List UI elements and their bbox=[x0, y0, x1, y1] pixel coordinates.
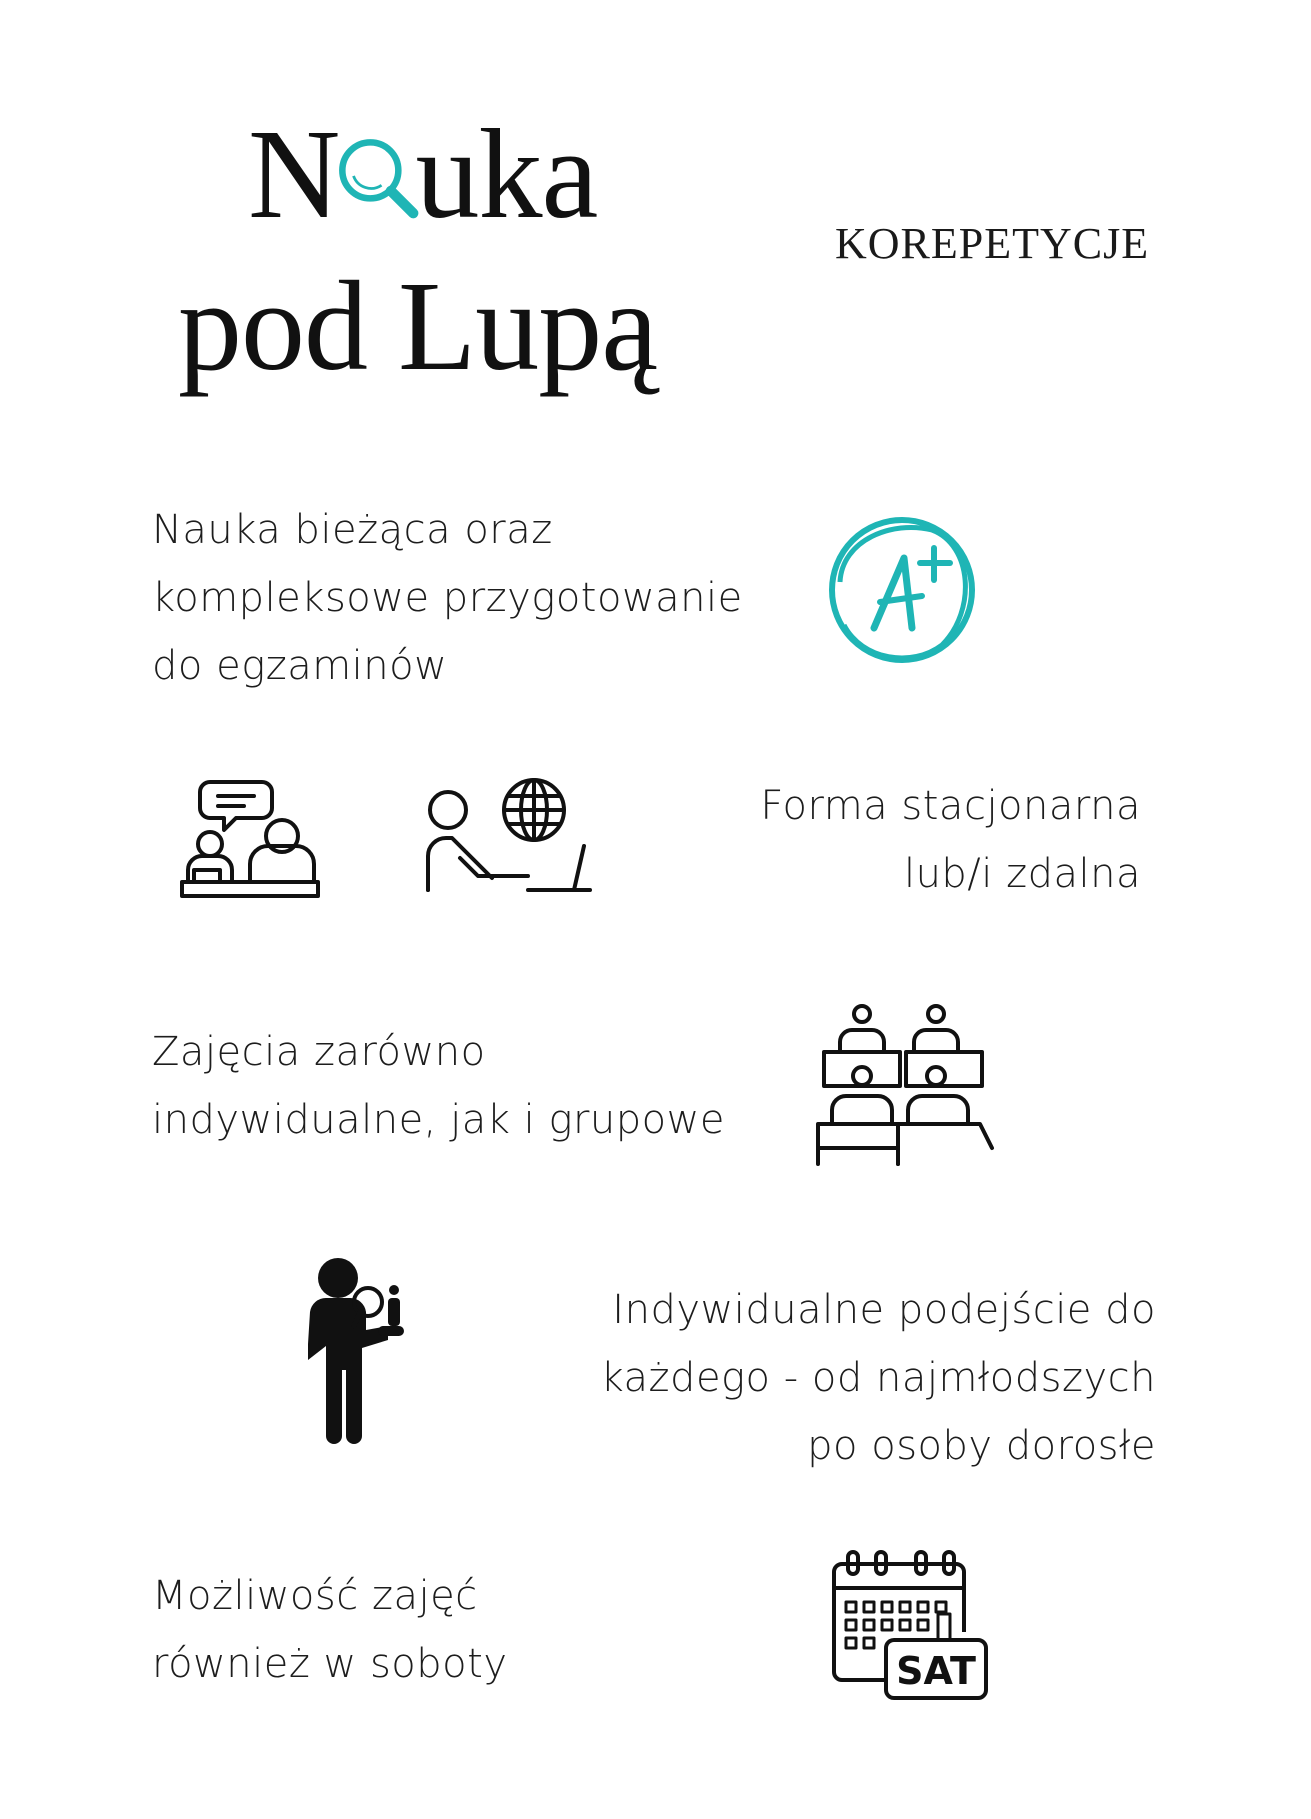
feature-line: Możliwość zajęć bbox=[152, 1573, 478, 1619]
feature-line: do egzaminów bbox=[152, 643, 448, 689]
feature-exam-prep bbox=[152, 496, 743, 700]
feature-line: kompleksowe przygotowanie bbox=[152, 575, 743, 621]
stationary-lesson-icon bbox=[180, 772, 320, 902]
feature-individual-approach bbox=[601, 1276, 1156, 1480]
feature-line: każdego - od najmłodszych bbox=[600, 1355, 1156, 1401]
feature-line: Indywidualne podejście do bbox=[612, 1287, 1156, 1333]
grade-a-plus-icon bbox=[822, 510, 982, 670]
feature-saturday bbox=[152, 1562, 508, 1698]
online-lesson-icon bbox=[424, 772, 594, 902]
feature-group-individual bbox=[152, 1018, 725, 1154]
magnifier-logo-icon bbox=[333, 133, 417, 217]
feature-line: po osoby dorosłe bbox=[807, 1423, 1156, 1469]
logo-text-uka: uka bbox=[415, 103, 598, 245]
feature-line: lub/i zdalna bbox=[903, 851, 1141, 897]
logo-letter-n: N bbox=[248, 103, 340, 245]
calendar-saturday-icon bbox=[830, 1548, 990, 1708]
group-classroom-icon bbox=[812, 1004, 1002, 1174]
logo-line-1 bbox=[248, 103, 598, 245]
feature-line: indywidualne, jak i grupowe bbox=[152, 1097, 725, 1143]
calendar-day-label: SAT bbox=[896, 1649, 976, 1693]
feature-line: również w soboty bbox=[152, 1641, 508, 1687]
feature-format bbox=[760, 772, 1141, 908]
feature-line: Forma stacjonarna bbox=[760, 783, 1141, 829]
tagline: KOREPETYCJE bbox=[835, 219, 1150, 268]
logo-line-2: pod Lupą bbox=[178, 255, 657, 397]
feature-line: Nauka bieżąca oraz bbox=[152, 507, 553, 553]
person-magnifier-icon bbox=[296, 1256, 426, 1446]
feature-line: Zajęcia zarówno bbox=[152, 1029, 486, 1075]
